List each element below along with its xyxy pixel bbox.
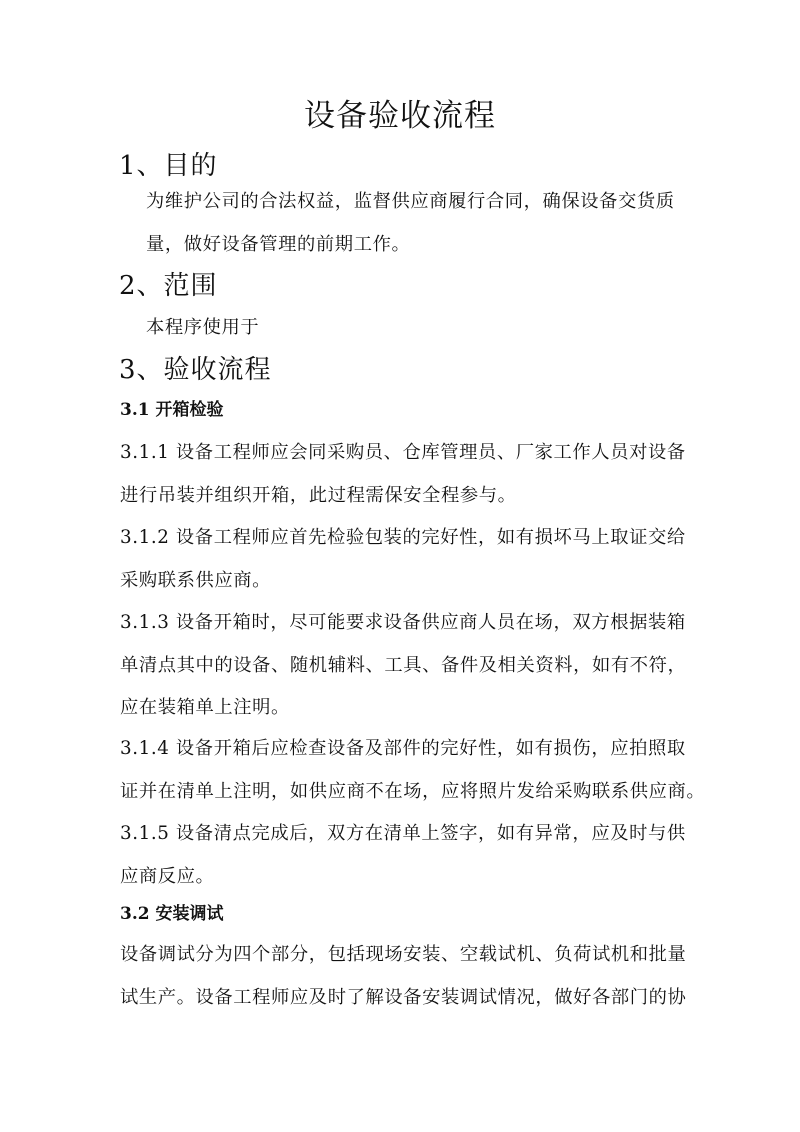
clause-3-1-5 <box>120 813 688 898</box>
text-line: 3.1.2 设备工程师应首先检验包装的完好性，如有损坏马上取证交给 <box>120 527 686 548</box>
section-body-purpose <box>146 181 686 266</box>
text-line: 设备调试分为四个部分，包括现场安装、空载试机、负荷试机和批量 <box>120 944 687 965</box>
clause-3-1-4 <box>120 728 706 813</box>
text-line: 量，做好设备管理的前期工作。 <box>146 233 411 255</box>
text-line: 应商反应。 <box>120 865 215 887</box>
text-line: 单清点其中的设备、随机辅料、工具、备件及相关资料，如有不符， <box>120 654 687 676</box>
text-line: 采购联系供应商。 <box>120 569 272 591</box>
text-line: 进行吊装并组织开箱，此过程需保安全程参与。 <box>120 484 517 506</box>
subsection-heading-unpacking: 3.1 开箱检验 <box>120 400 224 420</box>
section-heading-process: 3、验收流程 <box>119 355 272 385</box>
subsection-heading-installation: 3.2 安装调试 <box>120 904 224 924</box>
text-line: 为维护公司的合法权益，监督供应商履行合同，确保设备交货质 <box>146 191 675 212</box>
text-line: 证并在清单上注明，如供应商不在场，应将照片发给采购联系供应商。 <box>120 780 706 802</box>
clause-3-1-2 <box>120 517 688 602</box>
section-body-scope <box>146 307 686 350</box>
clause-3-1-1 <box>120 432 688 517</box>
section-heading-scope: 2、范围 <box>119 271 218 301</box>
section-body-installation <box>120 934 688 1019</box>
text-line: 3.1.4 设备开箱后应检查设备及部件的完好性，如有损伤，应拍照取 <box>120 738 686 759</box>
text-line: 3.1.1 设备工程师应会同采购员、仓库管理员、厂家工作人员对设备 <box>120 442 686 463</box>
text-line: 3.1.5 设备清点完成后，双方在清单上签字，如有异常，应及时与供 <box>120 823 686 844</box>
text-line: 应在装箱单上注明。 <box>120 697 290 718</box>
document-title: 设备验收流程 <box>304 98 496 134</box>
text-line: 试生产。设备工程师应及时了解设备安装调试情况，做好各部门的协 <box>120 986 687 1008</box>
text-line: 本程序使用于 <box>146 317 260 338</box>
text-line: 3.1.3 设备开箱时，尽可能要求设备供应商人员在场，双方根据装箱 <box>120 612 686 633</box>
section-heading-purpose: 1、目的 <box>119 151 218 181</box>
clause-3-1-3 <box>120 602 688 730</box>
